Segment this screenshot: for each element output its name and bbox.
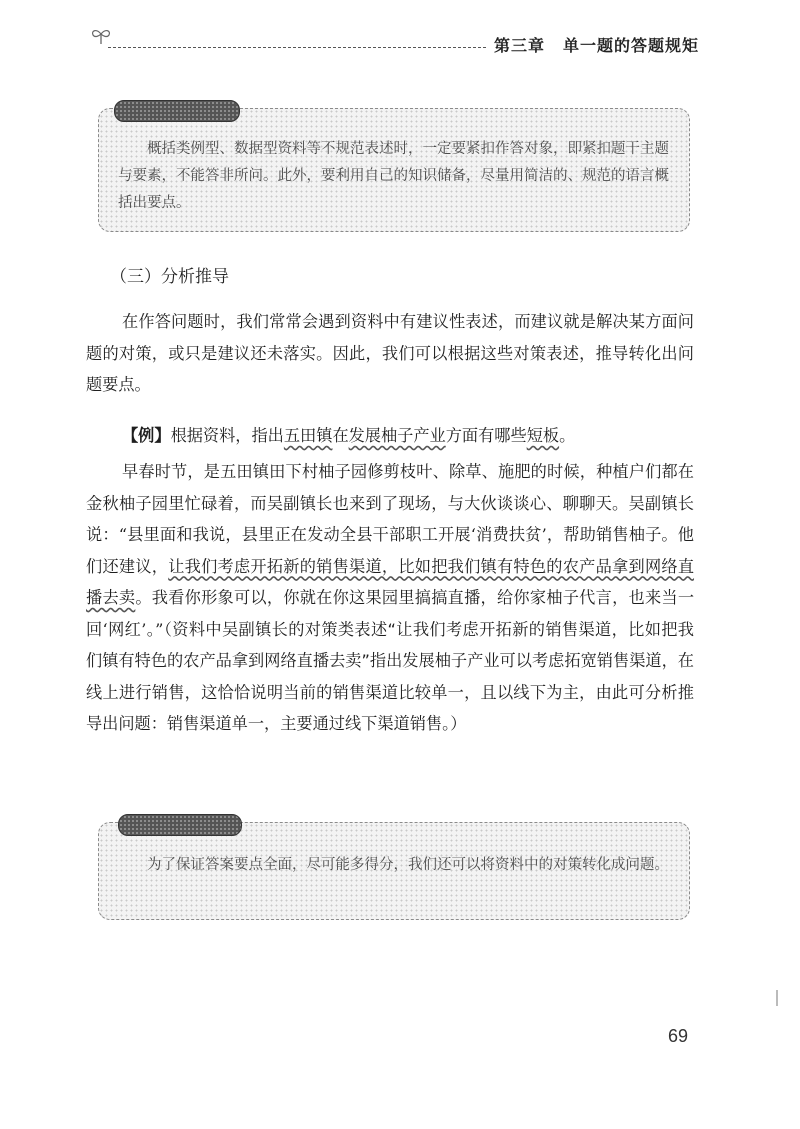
sprout-icon: [90, 26, 112, 46]
material-key-sentence: 让我们考虑开拓新的销售渠道，比如把我们镇有特色的农产品拿到网络直播去卖: [86, 556, 695, 607]
material-text: 早春时节，是五田镇田下村柚子园修剪枝叶、除草、施肥的时候，种植户们都在金秋柚子园里忙碌着，而吴副镇长也来到了现场，与大伙谈谈心、聊聊天。吴副镇长说：“县里面和我说，县里正在发动全县干部职工开展‘消费扶贫’，帮助销售柚子。他们还建议，: [86, 462, 694, 576]
example-marker: 【例】: [122, 426, 171, 445]
page-number: 69: [668, 1026, 689, 1046]
material-paragraph: [86, 456, 694, 740]
chapter-number: 第三章: [494, 36, 546, 55]
example-keyword: 发展柚子产业: [348, 426, 446, 445]
tip-text-1: 概括类例型、数据型资料等不规范表述时，一定要紧扣作答对象，即紧扣题干主题与要素，不能答非所问。此外，要利用自己的知识储备，尽量用简洁的、规范的语言概括出要点。: [118, 141, 669, 211]
example-keyword: 短板: [526, 426, 560, 445]
example-text: 。: [559, 426, 576, 445]
tip-text-2: 为了保证答案要点全面，尽可能多得分，我们还可以将资料中的对策转化成问题。: [147, 857, 669, 873]
tip-label-1: [114, 100, 240, 122]
example-text: 方面有哪些: [445, 426, 527, 445]
example-keyword: 五田镇: [283, 426, 333, 445]
running-header: [494, 33, 699, 56]
tip-label-2: [118, 814, 242, 836]
analysis-note: （资料中吴副镇长的对策类表述“让我们考虑开拓新的销售渠道，比如把我们镇有特色的农产品拿到网络直播去卖”指出发展柚子产业可以考虑拓宽销售渠道，在线上进行销售，这恰恰说明当前的销售渠道比较单一，且以线下为主，由此可分析推导出问题：销售渠道单一，主要通过线下渠道销售。）: [86, 619, 694, 733]
edge-mark: [776, 990, 778, 1006]
section-heading: （三）分析推导: [110, 267, 229, 287]
intro-paragraph: 在作答问题时，我们常常会遇到资料中有建议性表述，而建议就是解决某方面问题的对策，或只是建议还未落实。因此，我们可以根据这些对策表述，推导转化出问题要点。: [86, 312, 694, 394]
chapter-title: 单一题的答题规矩: [563, 36, 700, 55]
example-question: [86, 420, 694, 452]
header-rule: [108, 47, 486, 48]
material-text: 。我看你形象可以，你就在你这果园里搞搞直播，给你家柚子代言，也来当一回‘网红’。”: [86, 588, 695, 639]
example-text: 在: [332, 426, 349, 445]
example-text: 根据资料，指出: [170, 426, 284, 445]
